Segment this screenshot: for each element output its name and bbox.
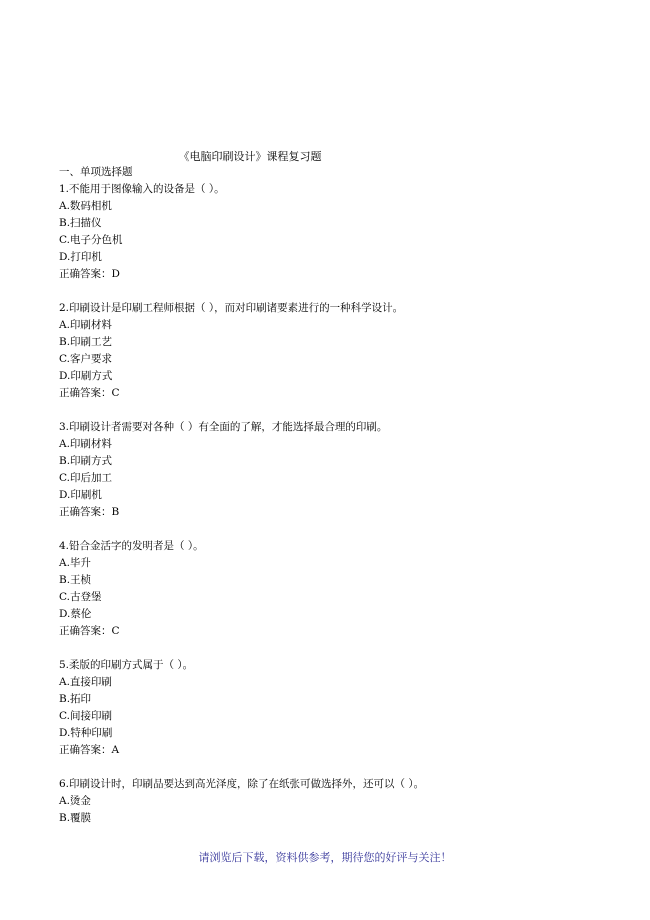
correct-answer: 正确答案：C [59, 387, 120, 399]
page-title: 《电脑印刷设计》课程复习题 [178, 150, 322, 163]
question-stem: 6.印刷设计时，印刷品要达到高光泽度，除了在纸张可做选择外，还可以（ ）。 [59, 778, 425, 790]
question-stem: 3.印刷设计者需要对各种（ ）有全面的了解，才能选择最合理的印刷。 [59, 421, 388, 433]
download-footer-note: 请浏览后下载，资料供参考，期待您的好评与关注！ [198, 851, 452, 864]
question-4 [59, 538, 619, 640]
question-stem: 5.柔版的印刷方式属于（ ）。 [59, 659, 194, 671]
question-2 [59, 300, 619, 402]
option-b: B.王桢 [59, 574, 92, 586]
question-stem: 4.铅合金活字的发明者是（ ）。 [59, 540, 204, 552]
question-stem: 1.不能用于图像输入的设备是（ ）。 [59, 183, 225, 195]
question-list [59, 164, 619, 844]
question-6 [59, 776, 619, 827]
correct-answer: 正确答案：A [59, 744, 120, 756]
option-c: C.古登堡 [59, 591, 102, 603]
section-heading: 一、单项选择题 [59, 166, 133, 178]
option-d: D.打印机 [59, 251, 102, 263]
question-1 [59, 181, 619, 283]
option-a: A.毕升 [59, 557, 91, 569]
question-3 [59, 419, 619, 521]
correct-answer: 正确答案：C [59, 625, 120, 637]
option-a: A.直接印刷 [59, 676, 112, 688]
option-a: A.数码相机 [59, 200, 112, 212]
option-d: D.印刷机 [59, 489, 102, 501]
option-b: B.拓印 [59, 693, 92, 705]
option-a: A.印刷材料 [59, 438, 112, 450]
option-c: C.客户要求 [59, 353, 112, 365]
option-d: D.特种印刷 [59, 727, 113, 739]
option-b: B.印刷方式 [59, 455, 113, 467]
option-a: A.烫金 [59, 795, 91, 807]
option-a: A.印刷材料 [59, 319, 112, 331]
option-b: B.印刷工艺 [59, 336, 113, 348]
option-b: B.覆膜 [59, 812, 92, 824]
question-stem: 2.印刷设计是印刷工程师根据（ ），而对印刷诸要素进行的一种科学设计。 [59, 302, 404, 314]
option-c: C.印后加工 [59, 472, 112, 484]
option-c: C.电子分色机 [59, 234, 123, 246]
option-d: D.蔡伦 [59, 608, 92, 620]
option-b: B.扫描仪 [59, 217, 102, 229]
option-d: D.印刷方式 [59, 370, 113, 382]
question-5 [59, 657, 619, 759]
option-c: C.间接印刷 [59, 710, 112, 722]
correct-answer: 正确答案：D [59, 268, 120, 280]
correct-answer: 正确答案：B [59, 506, 120, 518]
